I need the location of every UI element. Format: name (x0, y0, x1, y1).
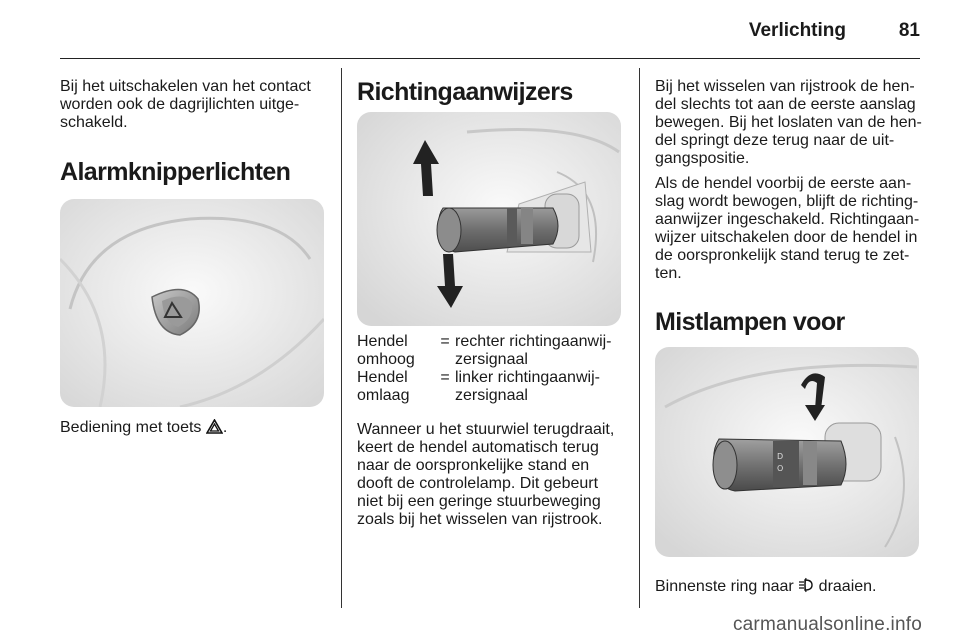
caption-suffix: draaien. (818, 578, 877, 595)
fog-caption (655, 577, 925, 598)
definition-row (357, 333, 627, 369)
definition-desc (455, 333, 627, 369)
hazard-switch-figure (60, 199, 324, 407)
beyond-stop-paragraph (655, 175, 925, 283)
svg-text:O: O (777, 464, 784, 473)
definition-list (357, 333, 627, 405)
definition-equals: = (440, 369, 450, 386)
desc-line: zersignaal (455, 351, 528, 368)
intro-paragraph (60, 78, 330, 132)
caption-text: Binnenste ring naar (655, 578, 794, 595)
caption-suffix: . (222, 419, 228, 436)
hazard-caption (60, 419, 330, 439)
definition-row (357, 369, 627, 405)
watermark: carmanualsonline.info (732, 614, 922, 635)
svg-text:D: D (777, 452, 784, 461)
steering-paragraph (357, 421, 627, 529)
body-line: zoals bij het wisselen van rijstrook. (357, 511, 603, 528)
body-line: de oorspronkelijk stand terug te zet- (655, 247, 910, 264)
term-line: Hendel (357, 369, 408, 386)
column-3 (655, 78, 925, 598)
body-line: bewegen. Bij het loslaten van de hen- (655, 114, 922, 131)
lane-change-paragraph (655, 78, 925, 168)
fog-lamp-lever-figure (655, 347, 919, 557)
term-line: omlaag (357, 387, 410, 404)
body-line: del slechts tot aan de eerste aanslag (655, 96, 916, 113)
fog-light-icon (798, 577, 814, 598)
body-line: keert de hendel automatisch terug (357, 439, 599, 456)
intro-line: Bij het uitschakelen van het contact (60, 78, 311, 95)
body-line: niet bij een geringe stuurbeweging (357, 493, 601, 510)
body-line: del springt deze terug naar de uit- (655, 132, 895, 149)
body-line: gangspositie. (655, 150, 750, 167)
definition-equals: = (440, 333, 450, 350)
body-line: Als de hendel voorbij de eerste aan- (655, 175, 912, 192)
column-divider-2 (639, 68, 640, 608)
body-line: Bij het wisselen van rijstrook de hen- (655, 78, 915, 95)
term-line: omhoog (357, 351, 415, 368)
turn-signal-lever-figure (357, 112, 621, 326)
column-2 (357, 78, 627, 529)
body-line: ten. (655, 265, 682, 282)
body-line: dooft de controlelamp. Dit gebeurt (357, 475, 599, 492)
body-line: slag wordt bewogen, blijft de richting- (655, 193, 919, 210)
hazard-triangle-icon (206, 419, 223, 439)
term-line: Hendel (357, 333, 408, 350)
desc-line: rechter richtingaanwij- (455, 333, 612, 350)
desc-line: zersignaal (455, 387, 528, 404)
body-line: Wanneer u het stuurwiel terugdraait, (357, 421, 615, 438)
definition-desc (455, 369, 627, 405)
column-divider-1 (341, 68, 342, 608)
heading-alarmknipperlichten: Alarmknipperlichten (60, 158, 291, 186)
body-line: naar de oorspronkelijke stand en (357, 457, 590, 474)
desc-line: linker richtingaanwij- (455, 369, 600, 386)
header-title: Verlichting (748, 20, 846, 41)
page-header (60, 0, 920, 59)
heading-mistlampen-voor: Mistlampen voor (655, 308, 845, 336)
body-line: aanwijzer ingeschakeld. Richtingaan- (655, 211, 920, 228)
intro-line: worden ook de dagrijlichten uitge- (60, 96, 300, 113)
heading-richtingaanwijzers: Richtingaanwijzers (357, 78, 573, 106)
intro-line: schakeld. (60, 114, 128, 131)
page-number: 81 (898, 20, 920, 41)
definition-term (357, 333, 435, 369)
definition-term (357, 369, 435, 405)
caption-text: Bediening met toets (60, 419, 202, 436)
body-line: wijzer uitschakelen door de hendel in (655, 229, 918, 246)
column-1 (60, 78, 330, 439)
